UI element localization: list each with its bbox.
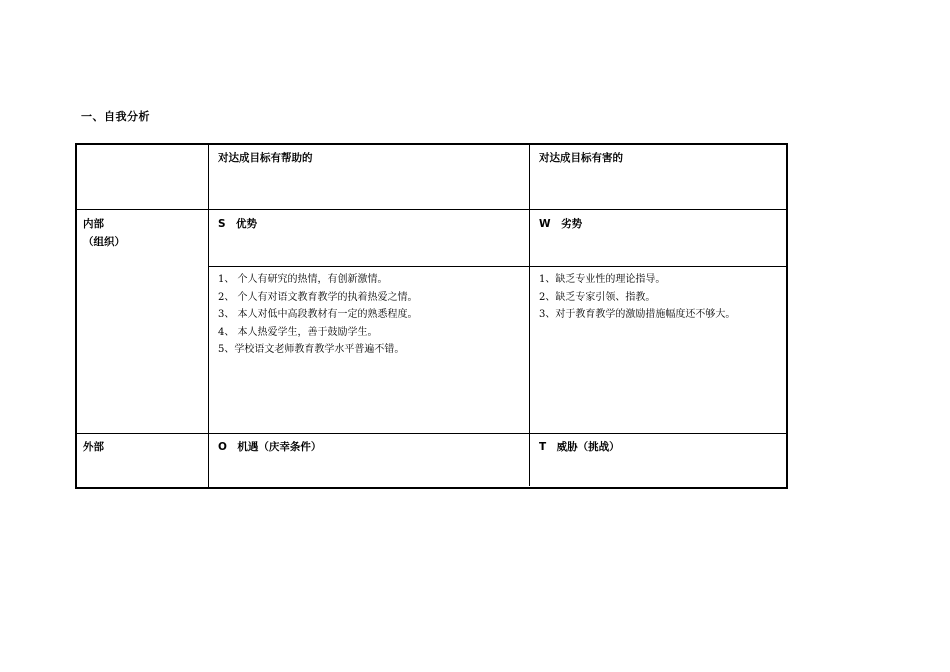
threats-title: T 威胁（挑战） bbox=[539, 441, 620, 453]
list-item: 3、 本人对低中高段教材有一定的熟悉程度。 bbox=[218, 309, 418, 321]
list-item: 5、学校语文老师教育教学水平普遍不错。 bbox=[218, 344, 405, 356]
list-item: 1、 个人有研究的热情，有创新激情。 bbox=[218, 274, 388, 285]
section-title: 一、自我分析 bbox=[81, 110, 150, 123]
header-harmful: 对达成目标有害的 bbox=[539, 152, 623, 164]
table-border-right bbox=[786, 143, 788, 489]
header-helpful: 对达成目标有帮助的 bbox=[218, 152, 313, 164]
table-divider-row3 bbox=[75, 433, 788, 434]
opportunities-title: O 机遇（庆幸条件） bbox=[218, 441, 322, 453]
table-border-bottom bbox=[75, 487, 788, 489]
weaknesses-list bbox=[539, 271, 735, 324]
swot-table bbox=[75, 143, 788, 489]
weaknesses-title: W 劣势 bbox=[539, 218, 583, 230]
row-label-internal bbox=[83, 215, 125, 251]
row-label-internal-line2: （组织） bbox=[83, 236, 125, 248]
row-label-external: 外部 bbox=[83, 441, 104, 453]
strengths-title: S 优势 bbox=[218, 218, 258, 230]
strengths-list bbox=[218, 271, 418, 359]
row-label-internal-line1: 内部 bbox=[83, 218, 104, 230]
table-divider-col1 bbox=[208, 143, 209, 489]
list-item: 3、对于教育教学的激励措施幅度还不够大。 bbox=[539, 309, 736, 321]
list-item: 4、 本人热爱学生，善于鼓励学生。 bbox=[218, 326, 378, 338]
table-border-left bbox=[75, 143, 77, 489]
list-item: 2、 个人有对语文教育教学的执着热爱之情。 bbox=[218, 291, 418, 303]
table-divider-col2 bbox=[529, 143, 530, 486]
list-item: 2、缺乏专家引领、指教。 bbox=[539, 291, 656, 303]
table-border-top bbox=[75, 143, 788, 145]
list-item: 1、缺乏专业性的理论指导。 bbox=[539, 274, 666, 285]
table-divider-row1 bbox=[75, 209, 788, 210]
table-divider-row2 bbox=[208, 266, 788, 267]
